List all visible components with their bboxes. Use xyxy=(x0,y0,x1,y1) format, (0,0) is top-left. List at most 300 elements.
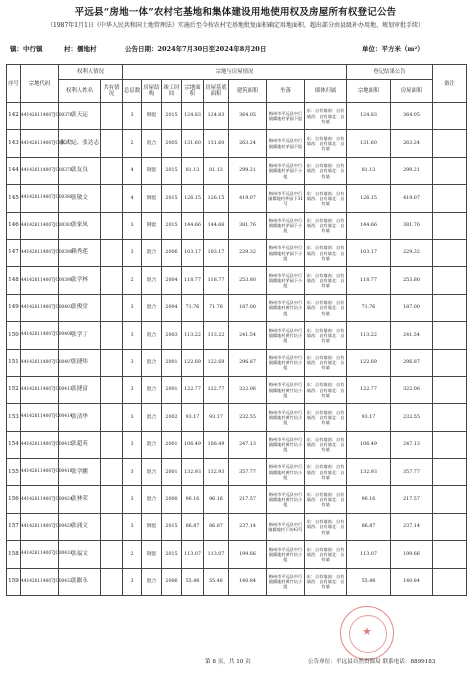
row-remark xyxy=(433,239,467,266)
row-year: 2015 xyxy=(162,103,182,130)
row-owner-name: 张家凤 xyxy=(59,212,101,239)
row-remark xyxy=(433,212,467,239)
row-bounds: 东：自有墙南：自有墙西：自有墙北：自有墙 xyxy=(305,376,347,403)
row-code: 441426114007JC00407 xyxy=(21,349,59,376)
row-structure: 混合 xyxy=(142,239,162,266)
row-code: 441426114007JC00390 xyxy=(21,239,59,266)
page-number: 第 8 页，共 10 页 xyxy=(205,659,251,665)
row-build-area: 140.84 xyxy=(229,568,267,595)
row-coowner xyxy=(101,349,123,376)
row-remark xyxy=(433,404,467,431)
header-result-group: 登记结果公告 xyxy=(347,65,433,80)
header-seq: 序号 xyxy=(7,65,21,103)
row-build-area: 419.07 xyxy=(229,185,267,212)
row-code: 441426114007JC00414 xyxy=(21,404,59,431)
table-row xyxy=(7,239,467,266)
row-coowner xyxy=(101,541,123,568)
header-year: 竣工时间 xyxy=(162,80,182,103)
row-land-area: 132.93 xyxy=(182,459,204,486)
row-location: 梅州市平远县中行镇儒地村黄竹坑小组 xyxy=(267,294,305,321)
table-row xyxy=(7,157,467,184)
row-build-area: 237.14 xyxy=(229,513,267,540)
row-coowner xyxy=(101,459,123,486)
row-coowner xyxy=(101,404,123,431)
row-base-area: 122.77 xyxy=(204,376,229,403)
row-bounds: 东：自有墙南：自有墙西：自有墙北：自有墙 xyxy=(305,212,347,239)
row-res-land: 86.87 xyxy=(347,513,391,540)
row-bounds: 东：自有墙南：自有墙西：自有墙北：自有墙 xyxy=(305,541,347,568)
row-land-area: 96.16 xyxy=(182,486,204,513)
row-floors: 3 xyxy=(123,486,142,513)
row-year: 2006 xyxy=(162,568,182,595)
page-title: 平远县“房地一体”农村宅基地和集体建设用地使用权及房屋所有权登记公告 xyxy=(74,7,397,18)
row-build-area: 187.00 xyxy=(229,294,267,321)
row-coowner xyxy=(101,294,123,321)
row-build-area: 299.21 xyxy=(229,157,267,184)
row-res-land: 71.76 xyxy=(347,294,391,321)
header-land-area: 宗地面积 xyxy=(182,80,204,103)
table-row xyxy=(7,103,467,130)
row-coowner xyxy=(101,486,123,513)
row-year: 2002 xyxy=(162,404,182,431)
row-code: 441426114007JC00380 xyxy=(21,185,59,212)
row-location: 梅州市平远县中行镇儒地村黄竹坑小组 xyxy=(267,568,305,595)
row-structure: 混合 xyxy=(142,267,162,294)
row-bounds: 东：自有墙南：自有墙西：自有墙北：自有墙 xyxy=(305,459,347,486)
row-code: 441426114007JC00381 xyxy=(21,212,59,239)
row-res-house: 322.06 xyxy=(391,376,433,403)
row-seq: 148 xyxy=(7,267,21,294)
row-res-house: 217.57 xyxy=(391,486,433,513)
row-seq: 157 xyxy=(7,513,21,540)
row-seq: 145 xyxy=(7,185,21,212)
row-year: 2006 xyxy=(162,239,182,266)
row-coowner xyxy=(101,322,123,349)
meta-period: 公告日期：2024年7月30日至2024年8月20日 xyxy=(125,45,267,53)
row-build-area: 296.87 xyxy=(229,349,267,376)
row-seq: 150 xyxy=(7,322,21,349)
row-land-area: 93.17 xyxy=(182,404,204,431)
row-res-land: 103.17 xyxy=(347,239,391,266)
row-land-area: 55.48 xyxy=(182,568,204,595)
row-location: 梅州市平远县中行镇儒地村茅园下小组 xyxy=(267,267,305,294)
row-remark xyxy=(433,486,467,513)
row-build-area: 322.06 xyxy=(229,376,267,403)
row-build-area: 229.32 xyxy=(229,239,267,266)
row-owner-name: 张林荣 xyxy=(59,486,101,513)
table-row xyxy=(7,294,467,321)
header-code: 宗地代码 xyxy=(21,65,59,103)
row-res-house: 299.21 xyxy=(391,157,433,184)
row-remark xyxy=(433,322,467,349)
row-build-area: 199.66 xyxy=(229,541,267,568)
row-land-area: 106.49 xyxy=(182,431,204,458)
row-base-area: 118.77 xyxy=(204,267,229,294)
row-structure: 钢混 xyxy=(142,541,162,568)
row-res-house: 140.84 xyxy=(391,568,433,595)
row-owner-name: 张超英 xyxy=(59,431,101,458)
row-location: 梅州市平远县中行镇儒地村黄竹坑小组 xyxy=(267,404,305,431)
row-structure: 混合 xyxy=(142,322,162,349)
header-structure: 房屋结构 xyxy=(142,80,162,103)
header-res-land: 宗地面积 xyxy=(347,80,391,103)
row-res-house: 232.55 xyxy=(391,404,433,431)
row-res-land: 118.77 xyxy=(347,267,391,294)
row-structure: 混合 xyxy=(142,568,162,595)
table-row xyxy=(7,130,467,157)
row-bounds: 东：自有墙南：自有墙西：自有墙北：自有墙 xyxy=(305,431,347,458)
header-owner-name: 权利人姓名 xyxy=(59,80,101,103)
row-coowner xyxy=(101,130,123,157)
row-seq: 149 xyxy=(7,294,21,321)
table-row xyxy=(7,376,467,403)
table-row xyxy=(7,404,467,431)
row-build-area: 364.05 xyxy=(229,103,267,130)
row-code: 441426114007JC00429 xyxy=(21,513,59,540)
meta-bar xyxy=(10,44,465,54)
header-build-area: 建筑面积 xyxy=(229,80,267,103)
table-row xyxy=(7,486,467,513)
row-owner-name: 张踞永 xyxy=(59,568,101,595)
header-floors: 总层数 xyxy=(123,80,142,103)
row-seq: 158 xyxy=(7,541,21,568)
row-structure: 混合 xyxy=(142,431,162,458)
row-floors: 3 xyxy=(123,431,142,458)
row-location: 梅州市平远县中行镇儒地村茅园下组 xyxy=(267,103,305,130)
row-res-land: 96.16 xyxy=(347,486,391,513)
row-res-land: 93.17 xyxy=(347,404,391,431)
row-owner-name: 张清华 xyxy=(59,404,101,431)
row-res-land: 144.66 xyxy=(347,212,391,239)
row-floors: 3 xyxy=(123,294,142,321)
row-owner-name: 张友良 xyxy=(59,157,101,184)
row-bounds: 东：自有墙南：自有墙西：自有墙北：自有墙 xyxy=(305,103,347,130)
row-seq: 147 xyxy=(7,239,21,266)
row-seq: 156 xyxy=(7,486,21,513)
row-seq: 143 xyxy=(7,130,21,157)
row-remark xyxy=(433,376,467,403)
row-floors: 3 xyxy=(123,349,142,376)
row-land-area: 144.66 xyxy=(182,212,204,239)
row-owner-name: 张捷富 xyxy=(59,376,101,403)
row-base-area: 132.93 xyxy=(204,459,229,486)
row-code: 441426114007JC00413 xyxy=(21,376,59,403)
row-land-area: 86.87 xyxy=(182,513,204,540)
row-location: 梅州市平远县中行镇儒地村黄竹坑小组 xyxy=(267,431,305,458)
header-coowner: 共有情况 xyxy=(101,80,123,103)
row-remark xyxy=(433,294,467,321)
row-land-area: 71.76 xyxy=(182,294,204,321)
row-res-house: 241.54 xyxy=(391,322,433,349)
row-location: 梅州市平远县中行镇儒地村茅园下小组 xyxy=(267,157,305,184)
row-floors: 3 xyxy=(123,568,142,595)
row-code: 441426114007JC00376 xyxy=(21,103,59,130)
row-code: 441426114007JC00377 xyxy=(21,130,59,157)
row-owner-name: 张学丁 xyxy=(59,322,101,349)
header-location: 坐落 xyxy=(267,80,305,103)
row-coowner xyxy=(101,239,123,266)
row-code: 441426114007JC00378 xyxy=(21,157,59,184)
row-res-house: 419.07 xyxy=(391,185,433,212)
row-seq: 144 xyxy=(7,157,21,184)
row-structure: 钢混 xyxy=(142,103,162,130)
row-res-house: 199.66 xyxy=(391,541,433,568)
row-year: 2001 xyxy=(162,459,182,486)
header-land-group: 宗地与房屋情况 xyxy=(123,65,347,80)
row-coowner xyxy=(101,376,123,403)
row-bounds: 东：自有墙南：自有墙西：自有墙北：自有墙 xyxy=(305,130,347,157)
row-structure: 钢混 xyxy=(142,157,162,184)
row-floors: 3 xyxy=(123,404,142,431)
row-base-area: 71.76 xyxy=(204,294,229,321)
row-base-area: 103.17 xyxy=(204,239,229,266)
row-location: 梅州市平远县中行镇儒地村黄竹坑小组 xyxy=(267,486,305,513)
row-base-area: 86.87 xyxy=(204,513,229,540)
table-row xyxy=(7,267,467,294)
row-remark xyxy=(433,267,467,294)
row-res-house: 263.24 xyxy=(391,130,433,157)
row-seq: 153 xyxy=(7,404,21,431)
row-build-area: 357.77 xyxy=(229,459,267,486)
row-year: 2005 xyxy=(162,130,182,157)
official-seal xyxy=(340,606,394,660)
row-coowner xyxy=(101,431,123,458)
meta-village: 村：儒地村 xyxy=(64,45,97,53)
row-structure: 混合 xyxy=(142,459,162,486)
row-base-area: 81.13 xyxy=(204,157,229,184)
header-base-area: 房屋基底面积 xyxy=(204,80,229,103)
row-coowner xyxy=(101,157,123,184)
row-owner-name: 张学鹏 xyxy=(59,459,101,486)
table-row xyxy=(7,513,467,540)
row-coowner xyxy=(101,103,123,130)
row-floors: 4 xyxy=(123,157,142,184)
row-res-house: 381.76 xyxy=(391,212,433,239)
row-year: 2000 xyxy=(162,486,182,513)
row-res-land: 113.07 xyxy=(347,541,391,568)
row-year: 2015 xyxy=(162,541,182,568)
row-location: 梅州市平远县中行镇儒地村茅园下31号 xyxy=(267,185,305,212)
row-year: 2004 xyxy=(162,267,182,294)
row-remark xyxy=(433,103,467,130)
row-land-area: 126.15 xyxy=(182,185,204,212)
row-code: 441426114007JC00398 xyxy=(21,267,59,294)
row-structure: 钢混 xyxy=(142,513,162,540)
row-bounds: 东：自有墙南：自有墙西：自有墙北：自有墙 xyxy=(305,513,347,540)
row-land-area: 113.22 xyxy=(182,322,204,349)
row-location: 梅州市平远县中行镇儒地村黄竹坑小组 xyxy=(267,322,305,349)
row-floors: 3 xyxy=(123,322,142,349)
row-build-area: 263.24 xyxy=(229,130,267,157)
row-res-land: 122.77 xyxy=(347,376,391,403)
row-owner-name: 张天运 xyxy=(59,103,101,130)
row-coowner xyxy=(101,267,123,294)
row-code: 441426114007JC00431 xyxy=(21,541,59,568)
row-owner-name: 张学林 xyxy=(59,267,101,294)
table-row xyxy=(7,568,467,595)
row-res-house: 364.05 xyxy=(391,103,433,130)
row-res-house: 247.13 xyxy=(391,431,433,458)
row-land-area: 113.07 xyxy=(182,541,204,568)
row-remark xyxy=(433,568,467,595)
row-bounds: 东：自有墙南：自有墙西：自有墙北：自有墙 xyxy=(305,404,347,431)
row-remark xyxy=(433,513,467,540)
row-build-area: 381.76 xyxy=(229,212,267,239)
row-land-area: 124.83 xyxy=(182,103,204,130)
row-floors: 3 xyxy=(123,459,142,486)
row-res-land: 132.93 xyxy=(347,459,391,486)
table-row xyxy=(7,431,467,458)
row-location: 梅州市平远县中行镇儒地村茅园下小组 xyxy=(267,239,305,266)
row-base-area: 96.16 xyxy=(204,486,229,513)
row-year: 2003 xyxy=(162,322,182,349)
row-location: 梅州市平远县中行镇儒地村黄竹坑小组 xyxy=(267,541,305,568)
row-code: 441426114007JC00432 xyxy=(21,568,59,595)
table-row xyxy=(7,322,467,349)
row-res-land: 122.69 xyxy=(347,349,391,376)
row-year: 2001 xyxy=(162,376,182,403)
row-floors: 4 xyxy=(123,185,142,212)
row-year: 2001 xyxy=(162,431,182,458)
row-res-house: 187.00 xyxy=(391,294,433,321)
row-owner-name: 张涌文 xyxy=(59,513,101,540)
row-seq: 151 xyxy=(7,349,21,376)
row-year: 2015 xyxy=(162,212,182,239)
row-bounds: 东：自有墙南：自有墙西：自有墙北：自有墙 xyxy=(305,294,347,321)
row-structure: 混合 xyxy=(142,294,162,321)
row-floors: 2 xyxy=(123,130,142,157)
row-code: 441426114007JC00416 xyxy=(21,459,59,486)
row-seq: 146 xyxy=(7,212,21,239)
row-structure: 混合 xyxy=(142,376,162,403)
row-base-area: 131.60 xyxy=(204,130,229,157)
row-floors: 3 xyxy=(123,513,142,540)
row-base-area: 106.49 xyxy=(204,431,229,458)
row-structure: 钢混 xyxy=(142,185,162,212)
row-res-land: 113.22 xyxy=(347,322,391,349)
row-build-area: 217.57 xyxy=(229,486,267,513)
row-coowner xyxy=(101,568,123,595)
row-seq: 142 xyxy=(7,103,21,130)
footer-agency: 公告单位：平远县自然资源局 联系电话：8899183 xyxy=(308,659,436,665)
row-coowner xyxy=(101,212,123,239)
table-row xyxy=(7,212,467,239)
row-seq: 152 xyxy=(7,376,21,403)
row-land-area: 103.17 xyxy=(182,239,204,266)
row-remark xyxy=(433,459,467,486)
row-seq: 154 xyxy=(7,431,21,458)
page-subtitle: （1987年1月1日《中华人民共和国土地管理法》实施后至今按农村宅基地批复面积确定用地面积，超出部分由县级补办用地、规划审批手续） xyxy=(47,22,424,29)
row-res-house: 229.32 xyxy=(391,239,433,266)
row-bounds: 东：自有墙南：自有墙西：自有墙北：自有墙 xyxy=(305,239,347,266)
registration-table xyxy=(6,64,467,596)
row-bounds: 东：自有墙南：自有墙西：自有墙北：自有墙 xyxy=(305,185,347,212)
row-coowner xyxy=(101,513,123,540)
header-remark: 备注 xyxy=(433,65,467,103)
row-base-area: 113.07 xyxy=(204,541,229,568)
row-remark xyxy=(433,185,467,212)
row-structure: 混合 xyxy=(142,349,162,376)
row-seq: 155 xyxy=(7,459,21,486)
row-bounds: 东：自有墙南：自有墙西：自有墙北：自有墙 xyxy=(305,267,347,294)
row-land-area: 131.60 xyxy=(182,130,204,157)
row-floors: 2 xyxy=(123,267,142,294)
row-owner-name: 张福文 xyxy=(59,541,101,568)
row-location: 梅州市平远县中行镇儒地村黄竹坑小组 xyxy=(267,459,305,486)
row-bounds: 东：自有墙南：自有墙西：自有墙北：自有墙 xyxy=(305,486,347,513)
row-code: 441426114007JC00406 xyxy=(21,322,59,349)
table-row xyxy=(7,459,467,486)
seal-star-icon: ★ xyxy=(362,625,372,638)
row-owner-name: 赖秀莲 xyxy=(59,239,101,266)
row-base-area: 122.69 xyxy=(204,349,229,376)
row-structure: 钢混 xyxy=(142,212,162,239)
row-base-area: 55.48 xyxy=(204,568,229,595)
row-code: 441426114007JC00403 xyxy=(21,294,59,321)
row-res-land: 106.49 xyxy=(347,431,391,458)
table-row xyxy=(7,349,467,376)
row-base-area: 126.15 xyxy=(204,185,229,212)
row-year: 2015 xyxy=(162,157,182,184)
row-remark xyxy=(433,349,467,376)
row-location: 梅州市平远县中行镇儒地村黄竹坑小组 xyxy=(267,349,305,376)
row-land-area: 122.69 xyxy=(182,349,204,376)
row-structure: 混合 xyxy=(142,486,162,513)
row-owner-name: 张敬文 xyxy=(59,185,101,212)
row-res-house: 253.80 xyxy=(391,267,433,294)
row-floors: 3 xyxy=(123,103,142,130)
row-bounds: 东：自有墙南：自有墙西：自有墙北：自有墙 xyxy=(305,349,347,376)
row-build-area: 241.54 xyxy=(229,322,267,349)
row-base-area: 93.17 xyxy=(204,404,229,431)
meta-town: 镇：中行镇 xyxy=(10,45,43,53)
row-seq: 159 xyxy=(7,568,21,595)
table-row xyxy=(7,541,467,568)
row-res-house: 357.77 xyxy=(391,459,433,486)
row-res-land: 81.13 xyxy=(347,157,391,184)
row-owner-name: 张天运、张达志 xyxy=(59,130,101,157)
meta-unit: 单位：平方米（m²） xyxy=(362,45,424,53)
row-location: 梅州市平远县中行镇儒地村下坊43号 xyxy=(267,513,305,540)
row-base-area: 124.83 xyxy=(204,103,229,130)
row-code: 441426114007JC00415 xyxy=(21,431,59,458)
row-land-area: 118.77 xyxy=(182,267,204,294)
row-res-house: 296.87 xyxy=(391,349,433,376)
row-coowner xyxy=(101,185,123,212)
row-res-land: 126.15 xyxy=(347,185,391,212)
row-res-land: 124.83 xyxy=(347,103,391,130)
row-year: 2004 xyxy=(162,294,182,321)
header-bounds: 墙体归属 xyxy=(305,80,347,103)
row-floors: 3 xyxy=(123,239,142,266)
row-remark xyxy=(433,541,467,568)
row-floors: 3 xyxy=(123,212,142,239)
row-build-area: 253.80 xyxy=(229,267,267,294)
row-base-area: 144.66 xyxy=(204,212,229,239)
row-floors: 3 xyxy=(123,376,142,403)
row-land-area: 81.13 xyxy=(182,157,204,184)
row-res-land: 55.48 xyxy=(347,568,391,595)
row-remark xyxy=(433,130,467,157)
row-owner-name: 张俊堂 xyxy=(59,294,101,321)
row-year: 2015 xyxy=(162,185,182,212)
row-floors: 2 xyxy=(123,541,142,568)
row-build-area: 232.55 xyxy=(229,404,267,431)
row-bounds: 东：自有墙南：自有墙西：自有墙北：自有墙 xyxy=(305,157,347,184)
row-remark xyxy=(433,431,467,458)
table-row xyxy=(7,185,467,212)
row-year: 2001 xyxy=(162,349,182,376)
